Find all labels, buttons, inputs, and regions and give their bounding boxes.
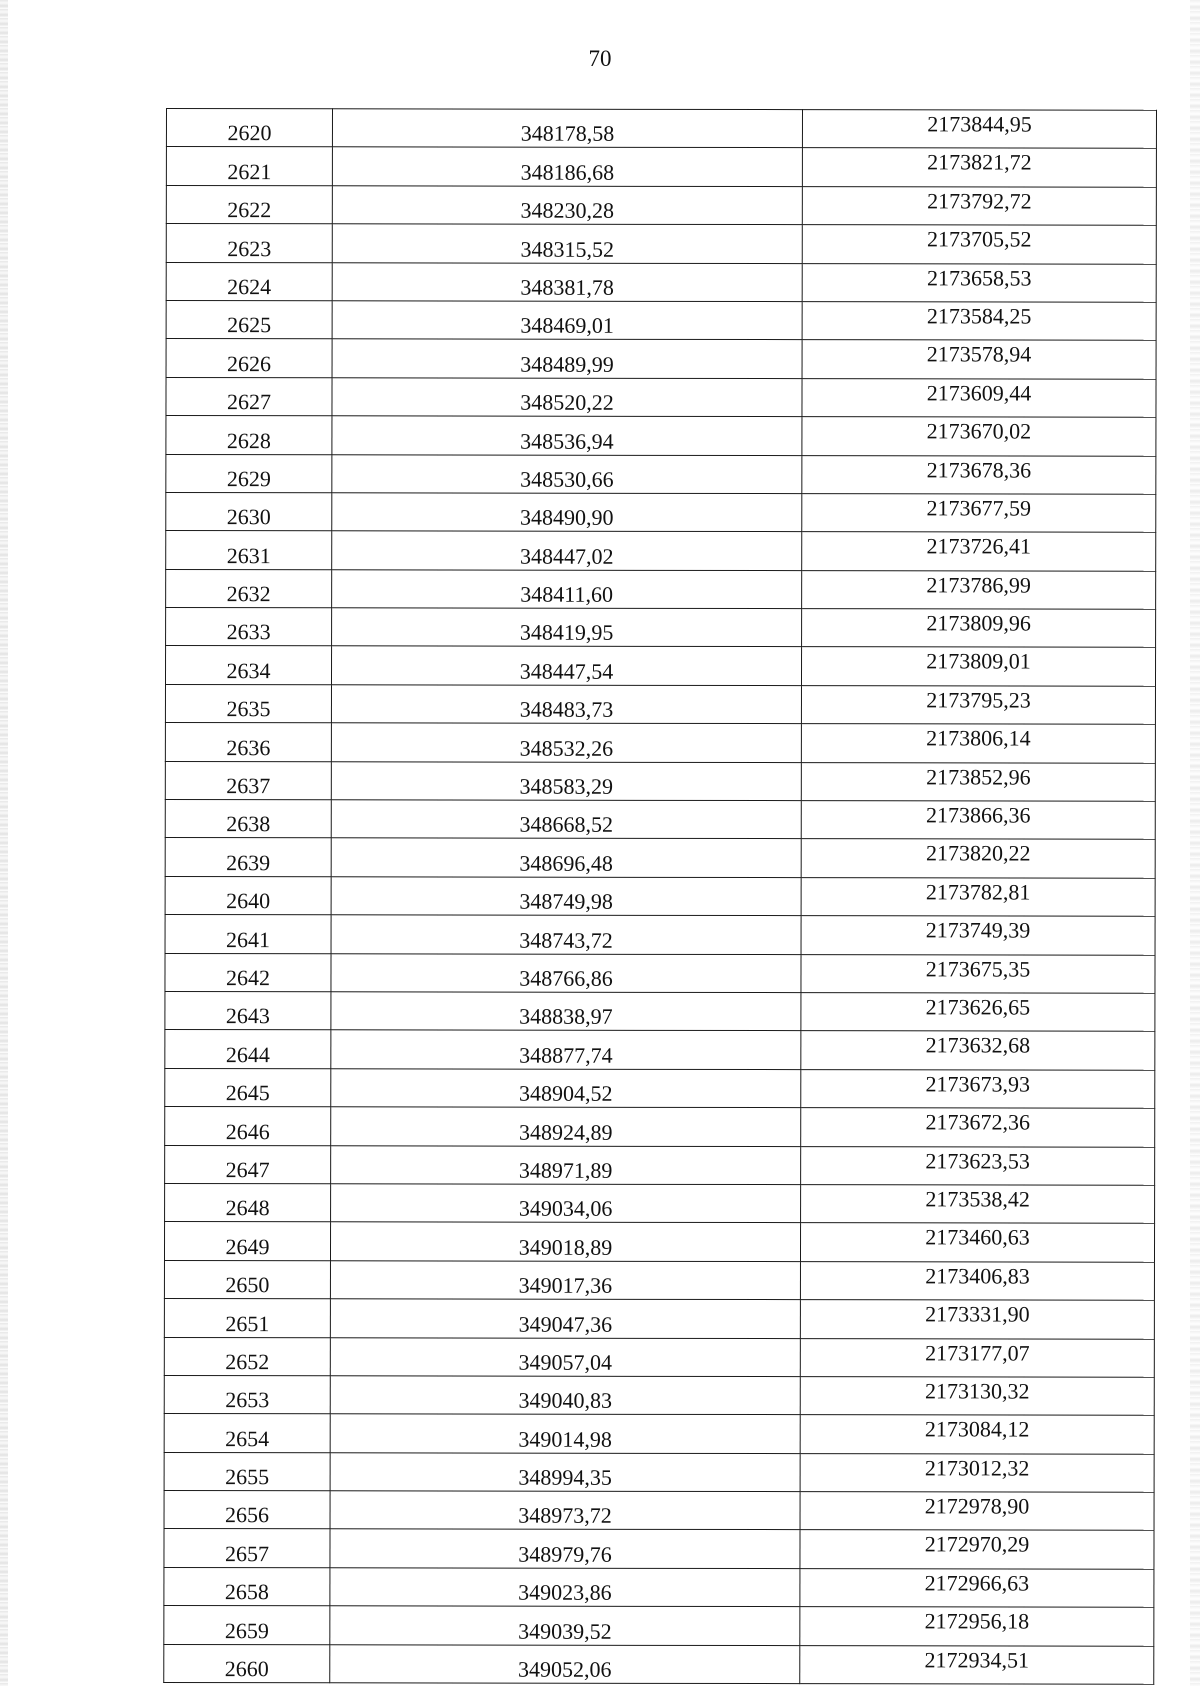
point-number-cell: 2642 (165, 953, 331, 992)
x-coordinate-cell: 348178,58 (332, 109, 802, 148)
point-number-cell: 2641 (165, 915, 331, 954)
point-number-cell: 2628 (166, 416, 332, 455)
point-number-cell: 2636 (165, 723, 331, 762)
table-row (164, 1260, 1154, 1300)
table-row (164, 1606, 1154, 1646)
point-number-cell: 2645 (165, 1068, 331, 1107)
x-coordinate-cell: 348447,02 (332, 531, 802, 570)
point-number-cell: 2644 (165, 1030, 331, 1069)
y-coordinate-cell: 2173705,52 (802, 225, 1156, 264)
y-coordinate-cell: 2172934,51 (800, 1645, 1154, 1684)
point-number-cell: 2654 (164, 1414, 330, 1453)
x-coordinate-cell: 349057,04 (330, 1337, 800, 1376)
table-row (164, 1644, 1154, 1684)
x-coordinate-cell: 348743,72 (331, 915, 801, 954)
table-row (165, 991, 1155, 1031)
table-row (165, 953, 1155, 993)
table-row (165, 1183, 1155, 1223)
table-row (164, 1414, 1154, 1454)
y-coordinate-cell: 2173084,12 (800, 1415, 1154, 1454)
point-number-cell: 2660 (164, 1644, 330, 1683)
table-row (165, 915, 1155, 955)
point-number-cell: 2637 (165, 761, 331, 800)
point-number-cell: 2620 (166, 109, 332, 148)
x-coordinate-cell: 348971,89 (331, 1145, 801, 1184)
y-coordinate-cell: 2173726,41 (802, 532, 1156, 571)
table-row (166, 569, 1156, 609)
point-number-cell: 2621 (166, 147, 332, 186)
table-row (165, 876, 1155, 916)
scan-edge-left (0, 0, 8, 1686)
point-number-cell: 2624 (166, 262, 332, 301)
x-coordinate-cell: 348490,90 (332, 493, 802, 532)
y-coordinate-cell: 2173866,36 (801, 801, 1155, 840)
point-number-cell: 2658 (164, 1567, 330, 1606)
point-number-cell: 2650 (164, 1260, 330, 1299)
point-number-cell: 2631 (166, 531, 332, 570)
point-number-cell: 2656 (164, 1491, 330, 1530)
y-coordinate-cell: 2173809,96 (802, 609, 1156, 648)
y-coordinate-cell: 2173795,23 (801, 685, 1155, 724)
coordinates-table (163, 108, 1157, 1685)
point-number-cell: 2657 (164, 1529, 330, 1568)
y-coordinate-cell: 2173820,22 (801, 839, 1155, 878)
x-coordinate-cell: 349034,06 (331, 1184, 801, 1223)
y-coordinate-cell: 2173538,42 (801, 1185, 1155, 1224)
y-coordinate-cell: 2173821,72 (802, 148, 1156, 187)
x-coordinate-cell: 349018,89 (330, 1222, 800, 1261)
point-number-cell: 2633 (166, 608, 332, 647)
x-coordinate-cell: 348381,78 (332, 262, 802, 301)
x-coordinate-cell: 348766,86 (331, 953, 801, 992)
table-row (165, 1145, 1155, 1185)
x-coordinate-cell: 348469,01 (332, 301, 802, 340)
point-number-cell: 2647 (165, 1145, 331, 1184)
x-coordinate-cell: 348749,98 (331, 877, 801, 916)
table-row (164, 1222, 1154, 1262)
table-row (166, 262, 1156, 302)
table-row (165, 800, 1155, 840)
x-coordinate-cell: 348979,76 (330, 1529, 800, 1568)
y-coordinate-cell: 2173578,94 (802, 340, 1156, 379)
scan-edge-right (1190, 0, 1200, 1686)
y-coordinate-cell: 2173844,95 (802, 110, 1156, 149)
point-number-cell: 2627 (166, 377, 332, 416)
y-coordinate-cell: 2173670,02 (802, 417, 1156, 456)
x-coordinate-cell: 348483,73 (331, 685, 801, 724)
table-row (164, 1337, 1154, 1377)
table-row (165, 1030, 1155, 1070)
x-coordinate-cell: 348924,89 (331, 1107, 801, 1146)
coordinates-table-body (164, 109, 1157, 1685)
x-coordinate-cell: 348520,22 (332, 378, 802, 417)
page-number: 70 (588, 46, 612, 71)
point-number-cell: 2623 (166, 224, 332, 263)
y-coordinate-cell: 2173658,53 (802, 263, 1156, 302)
point-number-cell: 2635 (165, 684, 331, 723)
point-number-cell: 2651 (164, 1299, 330, 1338)
point-number-cell: 2632 (166, 569, 332, 608)
x-coordinate-cell: 348536,94 (332, 416, 802, 455)
x-coordinate-cell: 349014,98 (330, 1414, 800, 1453)
y-coordinate-cell: 2173012,32 (800, 1453, 1154, 1492)
y-coordinate-cell: 2173792,72 (802, 186, 1156, 225)
x-coordinate-cell: 348489,99 (332, 339, 802, 378)
point-number-cell: 2640 (165, 876, 331, 915)
y-coordinate-cell: 2173786,99 (802, 570, 1156, 609)
x-coordinate-cell: 348447,54 (331, 646, 801, 685)
y-coordinate-cell: 2173632,68 (801, 1031, 1155, 1070)
table-row (165, 1068, 1155, 1108)
table-row (164, 1452, 1154, 1492)
x-coordinate-cell: 348904,52 (331, 1069, 801, 1108)
x-coordinate-cell: 349047,36 (330, 1299, 800, 1338)
point-number-cell: 2646 (165, 1107, 331, 1146)
x-coordinate-cell: 348668,52 (331, 800, 801, 839)
table-row (166, 147, 1156, 187)
y-coordinate-cell: 2173675,35 (801, 954, 1155, 993)
table-row (166, 416, 1156, 456)
point-number-cell: 2655 (164, 1452, 330, 1491)
table-row (166, 224, 1156, 264)
x-coordinate-cell: 349023,86 (330, 1568, 800, 1607)
x-coordinate-cell: 348530,66 (332, 454, 802, 493)
y-coordinate-cell: 2172956,18 (800, 1607, 1154, 1646)
y-coordinate-cell: 2173806,14 (801, 724, 1155, 763)
table-row (166, 185, 1156, 225)
point-number-cell: 2639 (165, 838, 331, 877)
x-coordinate-cell: 348994,35 (330, 1452, 800, 1491)
y-coordinate-cell: 2173177,07 (800, 1338, 1154, 1377)
table-row (165, 1107, 1155, 1147)
y-coordinate-cell: 2173677,59 (802, 494, 1156, 533)
y-coordinate-cell: 2173782,81 (801, 877, 1155, 916)
point-number-cell: 2622 (166, 185, 332, 224)
y-coordinate-cell: 2173623,53 (801, 1146, 1155, 1185)
point-number-cell: 2630 (166, 492, 332, 531)
table-row (164, 1529, 1154, 1569)
table-row (165, 838, 1155, 878)
y-coordinate-cell: 2172970,29 (800, 1530, 1154, 1569)
y-coordinate-cell: 2173331,90 (800, 1300, 1154, 1339)
point-number-cell: 2634 (165, 646, 331, 685)
x-coordinate-cell: 349017,36 (330, 1261, 800, 1300)
table-row (164, 1299, 1154, 1339)
table-row (165, 761, 1155, 801)
point-number-cell: 2625 (166, 300, 332, 339)
x-coordinate-cell: 348411,60 (332, 569, 802, 608)
point-number-cell: 2648 (165, 1183, 331, 1222)
y-coordinate-cell: 2173609,44 (802, 378, 1156, 417)
y-coordinate-cell: 2173852,96 (801, 762, 1155, 801)
x-coordinate-cell: 349040,83 (330, 1376, 800, 1415)
point-number-cell: 2653 (164, 1375, 330, 1414)
x-coordinate-cell: 348838,97 (331, 992, 801, 1031)
y-coordinate-cell: 2173460,63 (800, 1223, 1154, 1262)
y-coordinate-cell: 2173809,01 (801, 647, 1155, 686)
table-row (165, 646, 1155, 686)
x-coordinate-cell: 348696,48 (331, 838, 801, 877)
table-row (164, 1491, 1154, 1531)
point-number-cell: 2652 (164, 1337, 330, 1376)
table-row (166, 454, 1156, 494)
x-coordinate-cell: 348315,52 (332, 224, 802, 263)
y-coordinate-cell: 2172978,90 (800, 1492, 1154, 1531)
table-row (164, 1567, 1154, 1607)
x-coordinate-cell: 348419,95 (332, 608, 802, 647)
table-row (166, 492, 1156, 532)
x-coordinate-cell: 348230,28 (332, 186, 802, 225)
point-number-cell: 2643 (165, 991, 331, 1030)
x-coordinate-cell: 348877,74 (331, 1030, 801, 1069)
y-coordinate-cell: 2173673,93 (801, 1069, 1155, 1108)
table-row (166, 109, 1156, 149)
y-coordinate-cell: 2173626,65 (801, 993, 1155, 1032)
table-row (166, 339, 1156, 379)
table-row (164, 1375, 1154, 1415)
table-row (166, 377, 1156, 417)
point-number-cell: 2659 (164, 1606, 330, 1645)
point-number-cell: 2626 (166, 339, 332, 378)
y-coordinate-cell: 2173584,25 (802, 302, 1156, 341)
y-coordinate-cell: 2173678,36 (802, 455, 1156, 494)
point-number-cell: 2649 (164, 1222, 330, 1261)
y-coordinate-cell: 2173130,32 (800, 1376, 1154, 1415)
x-coordinate-cell: 348583,29 (331, 761, 801, 800)
x-coordinate-cell: 349052,06 (330, 1644, 800, 1683)
x-coordinate-cell: 348186,68 (332, 147, 802, 186)
table-row (166, 300, 1156, 340)
table-row (165, 684, 1155, 724)
table-row (166, 608, 1156, 648)
table-row (166, 531, 1156, 571)
y-coordinate-cell: 2172966,63 (800, 1568, 1154, 1607)
x-coordinate-cell: 349039,52 (330, 1606, 800, 1645)
point-number-cell: 2638 (165, 800, 331, 839)
y-coordinate-cell: 2173672,36 (801, 1108, 1155, 1147)
table-row (165, 723, 1155, 763)
x-coordinate-cell: 348532,26 (331, 723, 801, 762)
x-coordinate-cell: 348973,72 (330, 1491, 800, 1530)
point-number-cell: 2629 (166, 454, 332, 493)
y-coordinate-cell: 2173406,83 (800, 1261, 1154, 1300)
y-coordinate-cell: 2173749,39 (801, 916, 1155, 955)
